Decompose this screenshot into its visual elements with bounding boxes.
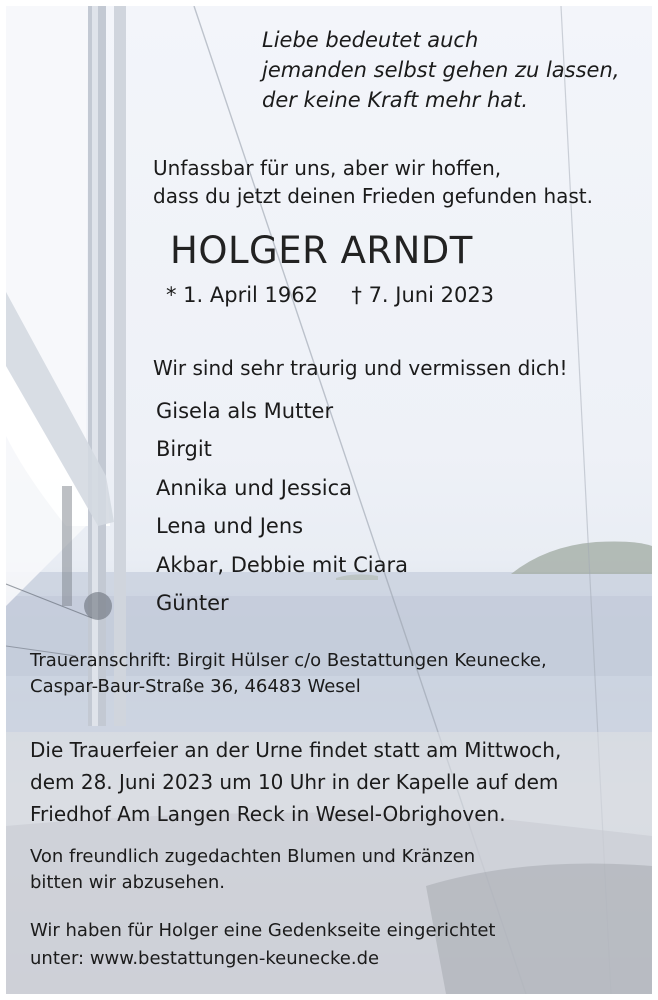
intro-line-1: Unfassbar für uns, aber wir hoffen,	[153, 156, 502, 180]
quote-line-2: jemanden selbst gehen zu lassen,	[262, 58, 620, 82]
grief-statement: Wir sind sehr traurig und vermissen dich!	[153, 356, 568, 380]
ceremony-line-2: dem 28. Juni 2023 um 10 Uhr in der Kapelle auf dem	[30, 770, 559, 794]
address-line-1: Traueranschrift: Birgit Hülser c/o Bestattungen Keunecke,	[30, 650, 547, 671]
quote-line-3: der keine Kraft mehr hat.	[262, 88, 529, 112]
flowers-line-1: Von freundlich zugedachten Blumen und Kränzen	[30, 846, 476, 867]
memorial-website: unter: www.bestattungen-keunecke.de	[30, 948, 380, 969]
family-member: Annika und Jessica	[156, 476, 353, 500]
deceased-name: HOLGER ARNDT	[170, 229, 473, 272]
family-member: Lena und Jens	[156, 514, 304, 538]
death-date: † 7. Juni 2023	[351, 283, 495, 307]
family-member: Gisela als Mutter	[156, 399, 334, 423]
family-member: Birgit	[156, 437, 212, 461]
family-member: Günter	[156, 591, 229, 615]
life-dates	[166, 283, 494, 307]
flowers-line-2: bitten wir abzusehen.	[30, 872, 225, 893]
birth-date: * 1. April 1962	[166, 283, 319, 307]
obituary-notice	[6, 6, 652, 994]
ceremony-line-1: Die Trauerfeier an der Urne findet statt am Mittwoch,	[30, 738, 562, 762]
ceremony-line-3: Friedhof Am Langen Reck in Wesel-Obrighoven.	[30, 802, 506, 826]
memorial-line-1: Wir haben für Holger eine Gedenkseite eingerichtet	[30, 920, 496, 941]
address-line-2: Caspar-Baur-Straße 36, 46483 Wesel	[30, 676, 361, 697]
quote-line-1: Liebe bedeutet auch	[262, 28, 479, 52]
family-member: Akbar, Debbie mit Ciara	[156, 553, 408, 577]
intro-line-2: dass du jetzt deinen Frieden gefunden hast.	[153, 184, 593, 208]
